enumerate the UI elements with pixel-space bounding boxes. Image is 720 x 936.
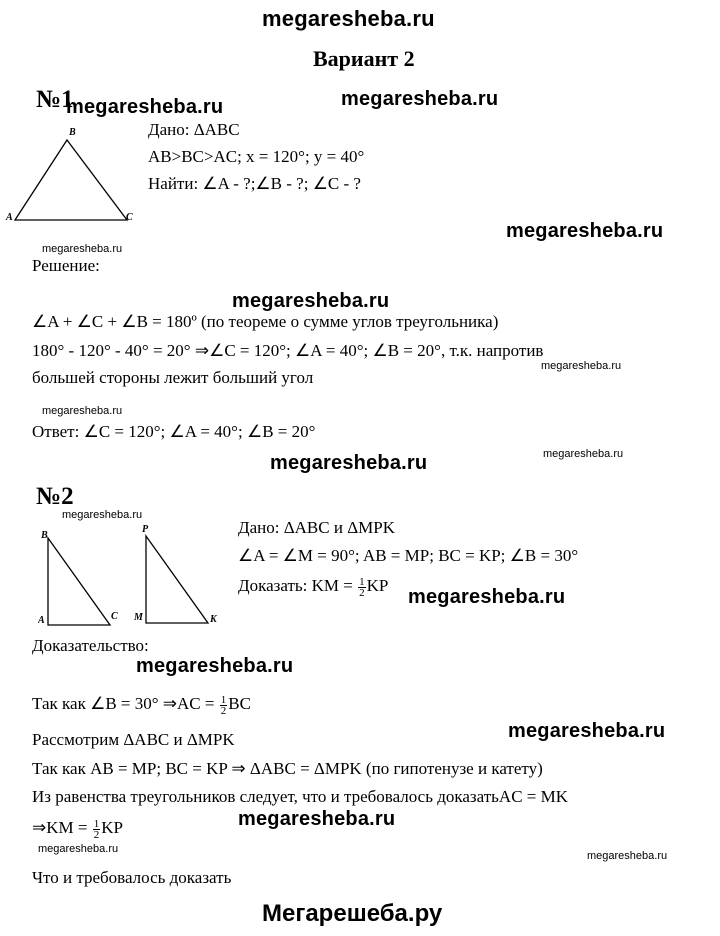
fraction-numerator: 1	[220, 693, 227, 706]
watermark: megaresheba.ru	[238, 808, 396, 830]
variant-title: Вариант 2	[313, 46, 415, 71]
task2-proof-label: Доказательство:	[32, 636, 149, 655]
fraction-denominator: 2	[93, 828, 100, 841]
fraction-one-half	[220, 695, 228, 716]
watermark-small: megaresheba.ru	[42, 405, 123, 417]
fraction-denominator: 2	[220, 704, 227, 717]
proof-line1-suffix: BC	[228, 694, 251, 713]
task2-proof-line4: Из равенства треугольников следует, что и требовалось доказатьAC = MK	[32, 787, 569, 806]
task2-conditions: ∠A = ∠M = 90°; AB = MP; BC = KP; ∠B = 30°	[238, 546, 579, 565]
task2-prove	[238, 576, 388, 598]
triangle-abc	[15, 140, 127, 220]
task2-proof-line3: Так как AB = MP; BC = KP ⇒ ΔABC = ΔMPK (по гипотенузе и катету)	[32, 759, 543, 778]
vertex-label-c: C	[126, 212, 133, 223]
watermark: megaresheba.ru	[506, 220, 664, 242]
watermark: megaresheba.ru	[270, 452, 428, 474]
task1-solution-line2: 180° - 120° - 40° = 20° ⇒∠C = 120°; ∠A = 40°; ∠B = 20°, т.к. напротив	[32, 341, 544, 360]
header-watermark: megaresheba.ru	[262, 6, 435, 31]
vertex-label-p: P	[142, 524, 149, 535]
triangle-mpk-figure	[132, 522, 222, 627]
watermark: megaresheba.ru	[408, 586, 566, 608]
watermark-small: megaresheba.ru	[541, 360, 622, 372]
watermark-small: megaresheba.ru	[62, 509, 143, 521]
right-triangle-mpk	[146, 536, 208, 623]
vertex-label-b: B	[41, 530, 48, 541]
watermark: megaresheba.ru	[136, 655, 294, 677]
task2-proof-line5	[32, 818, 123, 840]
watermark: megaresheba.ru	[232, 290, 390, 312]
vertex-label-a: A	[38, 615, 45, 626]
task2-proof-line2: Рассмотрим ΔABC и ΔMPK	[32, 730, 235, 749]
fraction-denominator: 2	[359, 586, 365, 599]
triangle-abc-figure-2	[38, 528, 118, 633]
proof-line5-prefix: ⇒KM =	[32, 818, 92, 837]
watermark: megaresheba.ru	[341, 88, 499, 110]
watermark-small: megaresheba.ru	[42, 243, 123, 255]
watermark-small: megaresheba.ru	[543, 448, 624, 460]
footer-site-name: Мегарешеба.ру	[262, 900, 443, 927]
watermark: megaresheba.ru	[66, 96, 224, 118]
task2-conclusion: Что и требовалось доказать	[32, 868, 232, 887]
task1-conditions: AB>BC>AC; x = 120°; y = 40°	[148, 147, 365, 166]
task1-number: №1	[36, 86, 74, 113]
task2-given: Дано: ΔABC и ΔMPK	[238, 518, 395, 537]
vertex-label-a: A	[6, 212, 13, 223]
task2-proof-line1	[32, 694, 251, 716]
task2-number: №2	[36, 483, 74, 510]
prove-prefix: Доказать: KM =	[238, 576, 358, 595]
watermark: megaresheba.ru	[508, 720, 666, 742]
right-triangle-abc	[48, 538, 110, 625]
vertex-label-k: K	[210, 614, 217, 625]
fraction-numerator: 1	[93, 817, 100, 830]
fraction-one-half	[93, 819, 101, 840]
fraction-one-half	[358, 577, 366, 598]
watermark-small: megaresheba.ru	[587, 850, 668, 862]
task1-given: Дано: ΔABC	[148, 120, 240, 139]
fraction-numerator: 1	[359, 575, 365, 588]
triangle-abc-figure	[5, 124, 135, 234]
vertex-label-c: C	[111, 611, 118, 622]
proof-line5-suffix: KP	[101, 818, 123, 837]
task1-answer: Ответ: ∠C = 120°; ∠A = 40°; ∠B = 20°	[32, 422, 316, 441]
task1-solution-line1: ∠A + ∠C + ∠B = 180º (по теореме о сумме углов треугольника)	[32, 312, 499, 331]
proof-line1-prefix: Так как ∠B = 30° ⇒AC =	[32, 694, 219, 713]
vertex-label-b: B	[69, 127, 76, 138]
task1-solution-line3: большей стороны лежит больший угол	[32, 368, 314, 387]
prove-suffix: KP	[366, 576, 389, 595]
task1-solution-label: Решение:	[32, 256, 100, 275]
watermark-small: megaresheba.ru	[38, 843, 119, 855]
task1-find: Найти: ∠A - ?;∠B - ?; ∠C - ?	[148, 174, 361, 193]
vertex-label-m: M	[134, 612, 143, 623]
